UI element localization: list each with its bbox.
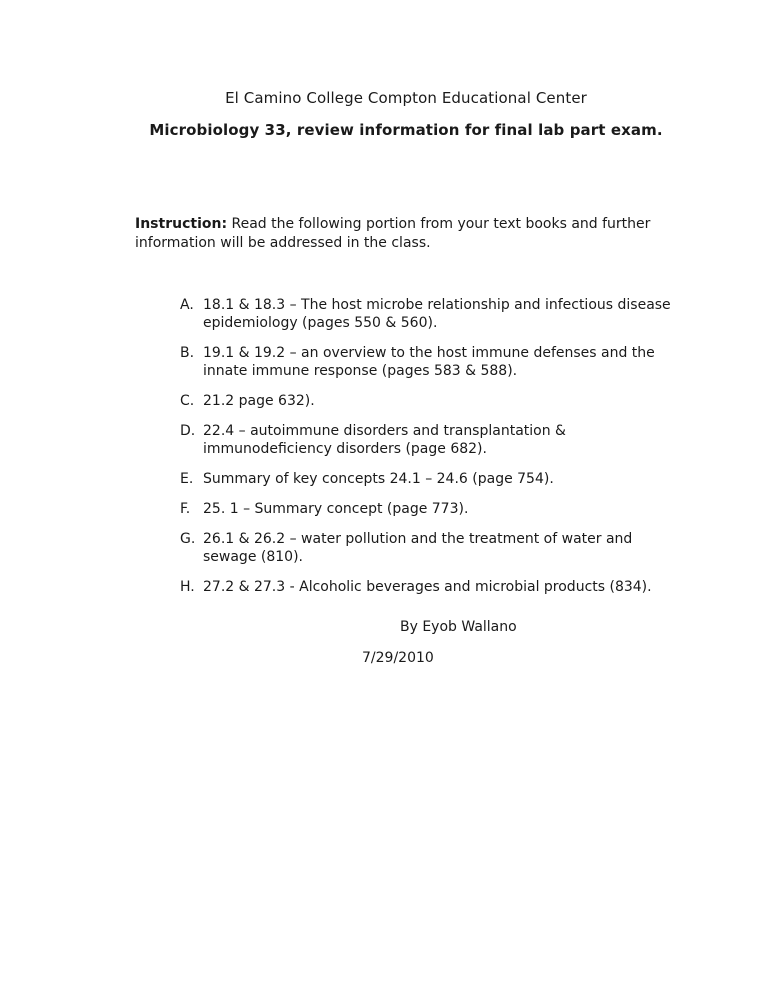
list-item-marker: C. [180,393,195,409]
instruction-text: Read the following portion from your text books and further information will be addressed in the class. [135,216,651,251]
list-item [180,296,680,332]
list-item [180,530,680,566]
list-item-text: 25. 1 – Summary concept (page 773). [203,501,469,517]
list-item-text: 18.1 & 18.3 – The host microbe relationship and infectious disease epidemiology (pages 550 & 560). [203,297,671,331]
list-item [180,344,680,380]
author-line: By Eyob Wallano [400,619,517,635]
list-item-text: 19.1 & 19.2 – an overview to the host immune defenses and the innate immune response (pages 583 & 588). [203,345,655,379]
list-item-text: 21.2 page 632). [203,393,315,409]
list-item [180,500,680,518]
list-item-text: 26.1 & 26.2 – water pollution and the treatment of water and sewage (810). [203,531,633,565]
document-title: El Camino College Compton Educational Center [225,89,587,107]
list-item-marker: E. [180,471,194,487]
list-item-marker: G. [180,531,196,547]
instruction-paragraph [135,215,675,253]
list-item-marker: F. [180,501,191,517]
list-item [180,578,680,596]
list-item-marker: B. [180,345,195,361]
list-item-marker: H. [180,579,195,595]
date-line: 7/29/2010 [362,650,434,666]
list-item [180,470,680,488]
list-item [180,392,680,410]
list-item-marker: A. [180,297,194,313]
list-item-marker: D. [180,423,196,439]
document-subtitle: Microbiology 33, review information for final lab part exam. [149,121,663,139]
list-item-text: Summary of key concepts 24.1 – 24.6 (page 754). [203,471,554,487]
list-item-text: 27.2 & 27.3 - Alcoholic beverages and microbial products (834). [203,579,652,595]
reading-list [180,296,680,608]
list-item-text: 22.4 – autoimmune disorders and transplantation & immunodeficiency disorders (page 682). [203,423,566,457]
instruction-label: Instruction: [135,216,228,232]
list-item [180,422,680,458]
